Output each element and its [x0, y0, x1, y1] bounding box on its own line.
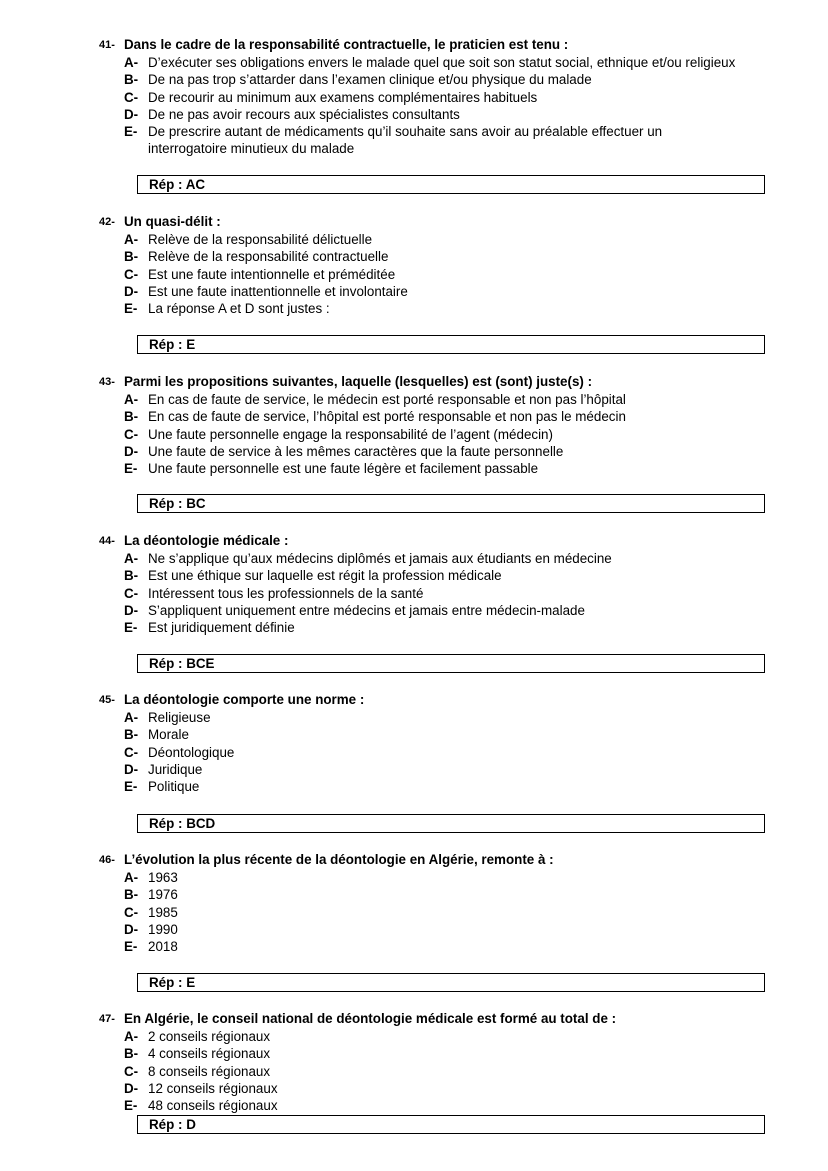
- option-e: [0, 1097, 828, 1114]
- option-d: [0, 761, 828, 778]
- option-text: Ne s’applique qu’aux médecins diplômés et jamais aux étudiants en médecine: [148, 551, 612, 566]
- option-text: De recourir au minimum aux examens complémentaires habituels: [148, 89, 538, 105]
- option-text: 12 conseils régionaux: [148, 1080, 278, 1096]
- answer-text: Rép : E: [149, 975, 196, 990]
- option-letter: A-: [124, 551, 139, 566]
- question-header: [0, 691, 828, 709]
- answer-box-46: [137, 973, 765, 992]
- option-text: Relève de la responsabilité délictuelle: [148, 232, 373, 247]
- option-letter: E-: [124, 461, 138, 477]
- question-number: 42-: [99, 216, 115, 228]
- answer-text: Rép : BCD: [149, 816, 216, 831]
- option-a: [0, 391, 828, 408]
- option-c: [0, 89, 828, 106]
- option-b: [0, 408, 828, 425]
- option-letter: C-: [124, 266, 139, 282]
- option-letter: A-: [124, 232, 139, 247]
- question-number: 43-: [99, 376, 115, 388]
- question-number: 45-: [99, 694, 115, 706]
- option-text: 1976: [148, 887, 178, 903]
- option-letter: B-: [124, 1046, 139, 1062]
- option-letter: E-: [124, 1098, 138, 1114]
- option-e: [0, 123, 828, 158]
- question-number: 41-: [99, 39, 115, 51]
- option-a: [0, 1028, 828, 1045]
- option-letter: E-: [124, 124, 138, 140]
- answer-text: Rép : E: [149, 337, 196, 352]
- option-a: [0, 231, 828, 248]
- option-text: Est une faute intentionnelle et préméditée: [148, 266, 396, 282]
- question-42: [0, 213, 828, 317]
- option-list: [0, 869, 828, 955]
- option-text: Intéressent tous les professionnels de la santé: [148, 585, 424, 601]
- question-44: [0, 532, 828, 636]
- option-text: S’appliquent uniquement entre médecins et jamais entre médecin-malade: [148, 602, 585, 618]
- option-list: [0, 54, 828, 158]
- option-letter: A-: [124, 392, 139, 407]
- option-letter: C-: [124, 904, 139, 920]
- option-a: [0, 550, 828, 567]
- option-b: [0, 248, 828, 265]
- answer-box-41: [137, 175, 765, 194]
- option-text: Une faute personnelle est une faute légère et facilement passable: [148, 461, 539, 477]
- option-b: [0, 726, 828, 743]
- option-letter: E-: [124, 939, 138, 955]
- question-header: [0, 1010, 828, 1028]
- option-d: [0, 921, 828, 938]
- option-letter: E-: [124, 779, 138, 795]
- question-header: [0, 373, 828, 391]
- question-45: [0, 691, 828, 795]
- option-letter: D-: [124, 106, 139, 122]
- option-text: 2 conseils régionaux: [148, 1029, 271, 1044]
- option-text: 4 conseils régionaux: [148, 1046, 271, 1062]
- option-text: Juridique: [148, 761, 203, 777]
- option-e: [0, 619, 828, 636]
- option-letter: D-: [124, 283, 139, 299]
- question-41: [0, 36, 828, 158]
- option-letter: C-: [124, 426, 139, 442]
- question-text: En Algérie, le conseil national de déontologie médicale est formé au total de :: [124, 1011, 617, 1026]
- option-c: [0, 904, 828, 921]
- answer-box-47: [137, 1115, 765, 1134]
- option-b: [0, 567, 828, 584]
- option-text: De prescrire autant de médicaments qu’il souhaite sans avoir au préalable effectuer un interrogatoire minutieux du malade: [148, 124, 663, 157]
- option-letter: D-: [124, 1080, 139, 1096]
- option-text: Est une faute inattentionnelle et involontaire: [148, 283, 408, 299]
- option-text: En cas de faute de service, le médecin est porté responsable et non pas l’hôpital: [148, 392, 626, 407]
- answer-box-43: [137, 494, 765, 513]
- option-b: [0, 1045, 828, 1062]
- option-d: [0, 443, 828, 460]
- option-letter: D-: [124, 602, 139, 618]
- question-47: [0, 1010, 828, 1114]
- option-text: 1963: [148, 870, 178, 885]
- option-letter: E-: [124, 301, 138, 317]
- question-header: [0, 532, 828, 550]
- option-a: [0, 54, 828, 71]
- option-text: En cas de faute de service, l’hôpital est porté responsable et non pas le médecin: [148, 409, 626, 425]
- option-c: [0, 585, 828, 602]
- question-text: La déontologie médicale :: [124, 533, 289, 548]
- option-letter: D-: [124, 921, 139, 937]
- question-number: 44-: [99, 535, 115, 547]
- option-letter: C-: [124, 585, 139, 601]
- option-text: La réponse A et D sont justes :: [148, 301, 330, 317]
- question-number: 47-: [99, 1013, 115, 1025]
- option-letter: B-: [124, 249, 139, 265]
- option-letter: C-: [124, 744, 139, 760]
- option-d: [0, 283, 828, 300]
- option-text: Politique: [148, 779, 200, 795]
- option-text: D’exécuter ses obligations envers le malade quel que soit son statut social, ethnique et/ou religieux: [148, 55, 736, 70]
- option-letter: D-: [124, 443, 139, 459]
- question-header: [0, 36, 828, 54]
- option-letter: D-: [124, 761, 139, 777]
- option-b: [0, 71, 828, 88]
- option-letter: C-: [124, 89, 139, 105]
- answer-text: Rép : BC: [149, 496, 206, 511]
- option-letter: E-: [124, 620, 138, 636]
- question-text: La déontologie comporte une norme :: [124, 692, 365, 707]
- option-d: [0, 106, 828, 123]
- answer-box-45: [137, 814, 765, 833]
- option-text: 1985: [148, 904, 178, 920]
- question-text: Parmi les propositions suivantes, laquelle (lesquelles) est (sont) juste(s) :: [124, 374, 593, 389]
- option-text: De na pas trop s’attarder dans l’examen clinique et/ou physique du malade: [148, 72, 592, 88]
- option-e: [0, 460, 828, 477]
- option-text: 2018: [148, 939, 178, 955]
- option-text: Est une éthique sur laquelle est régit la profession médicale: [148, 568, 502, 584]
- option-letter: C-: [124, 1063, 139, 1079]
- option-e: [0, 300, 828, 317]
- option-text: 8 conseils régionaux: [148, 1063, 271, 1079]
- option-letter: A-: [124, 710, 139, 725]
- option-c: [0, 744, 828, 761]
- option-text: Relève de la responsabilité contractuelle: [148, 249, 389, 265]
- question-46: [0, 851, 828, 955]
- option-text: Est juridiquement définie: [148, 620, 295, 636]
- option-c: [0, 266, 828, 283]
- answer-box-44: [137, 654, 765, 673]
- option-text: Une faute personnelle engage la responsabilité de l’agent (médecin): [148, 426, 553, 442]
- option-letter: B-: [124, 568, 139, 584]
- option-d: [0, 602, 828, 619]
- option-e: [0, 778, 828, 795]
- option-text: Morale: [148, 727, 189, 743]
- option-b: [0, 886, 828, 903]
- answer-text: Rép : D: [149, 1117, 196, 1132]
- option-letter: A-: [124, 870, 139, 885]
- option-d: [0, 1080, 828, 1097]
- option-list: [0, 231, 828, 317]
- option-text: 48 conseils régionaux: [148, 1098, 278, 1114]
- option-a: [0, 869, 828, 886]
- option-c: [0, 1063, 828, 1080]
- option-letter: A-: [124, 55, 139, 70]
- answer-text: Rép : BCE: [149, 656, 215, 671]
- option-list: [0, 709, 828, 795]
- option-list: [0, 1028, 828, 1114]
- option-e: [0, 938, 828, 955]
- option-text: De ne pas avoir recours aux spécialistes consultants: [148, 106, 460, 122]
- option-text: Religieuse: [148, 710, 211, 725]
- question-number: 46-: [99, 854, 115, 866]
- question-43: [0, 373, 828, 477]
- option-text: 1990: [148, 921, 178, 937]
- answer-text: Rép : AC: [149, 177, 206, 192]
- option-a: [0, 709, 828, 726]
- option-c: [0, 426, 828, 443]
- question-text: Dans le cadre de la responsabilité contractuelle, le praticien est tenu :: [124, 37, 569, 52]
- question-header: [0, 851, 828, 869]
- option-text: Déontologique: [148, 744, 235, 760]
- option-letter: A-: [124, 1029, 139, 1044]
- question-text: L’évolution la plus récente de la déontologie en Algérie, remonte à :: [124, 852, 554, 867]
- option-letter: B-: [124, 727, 139, 743]
- option-list: [0, 550, 828, 636]
- answer-box-42: [137, 335, 765, 354]
- option-letter: B-: [124, 72, 139, 88]
- question-text: Un quasi-délit :: [124, 214, 221, 229]
- option-text: Une faute de service à les mêmes caractères que la faute personnelle: [148, 443, 564, 459]
- option-letter: B-: [124, 409, 139, 425]
- question-header: [0, 213, 828, 231]
- option-list: [0, 391, 828, 477]
- option-letter: B-: [124, 887, 139, 903]
